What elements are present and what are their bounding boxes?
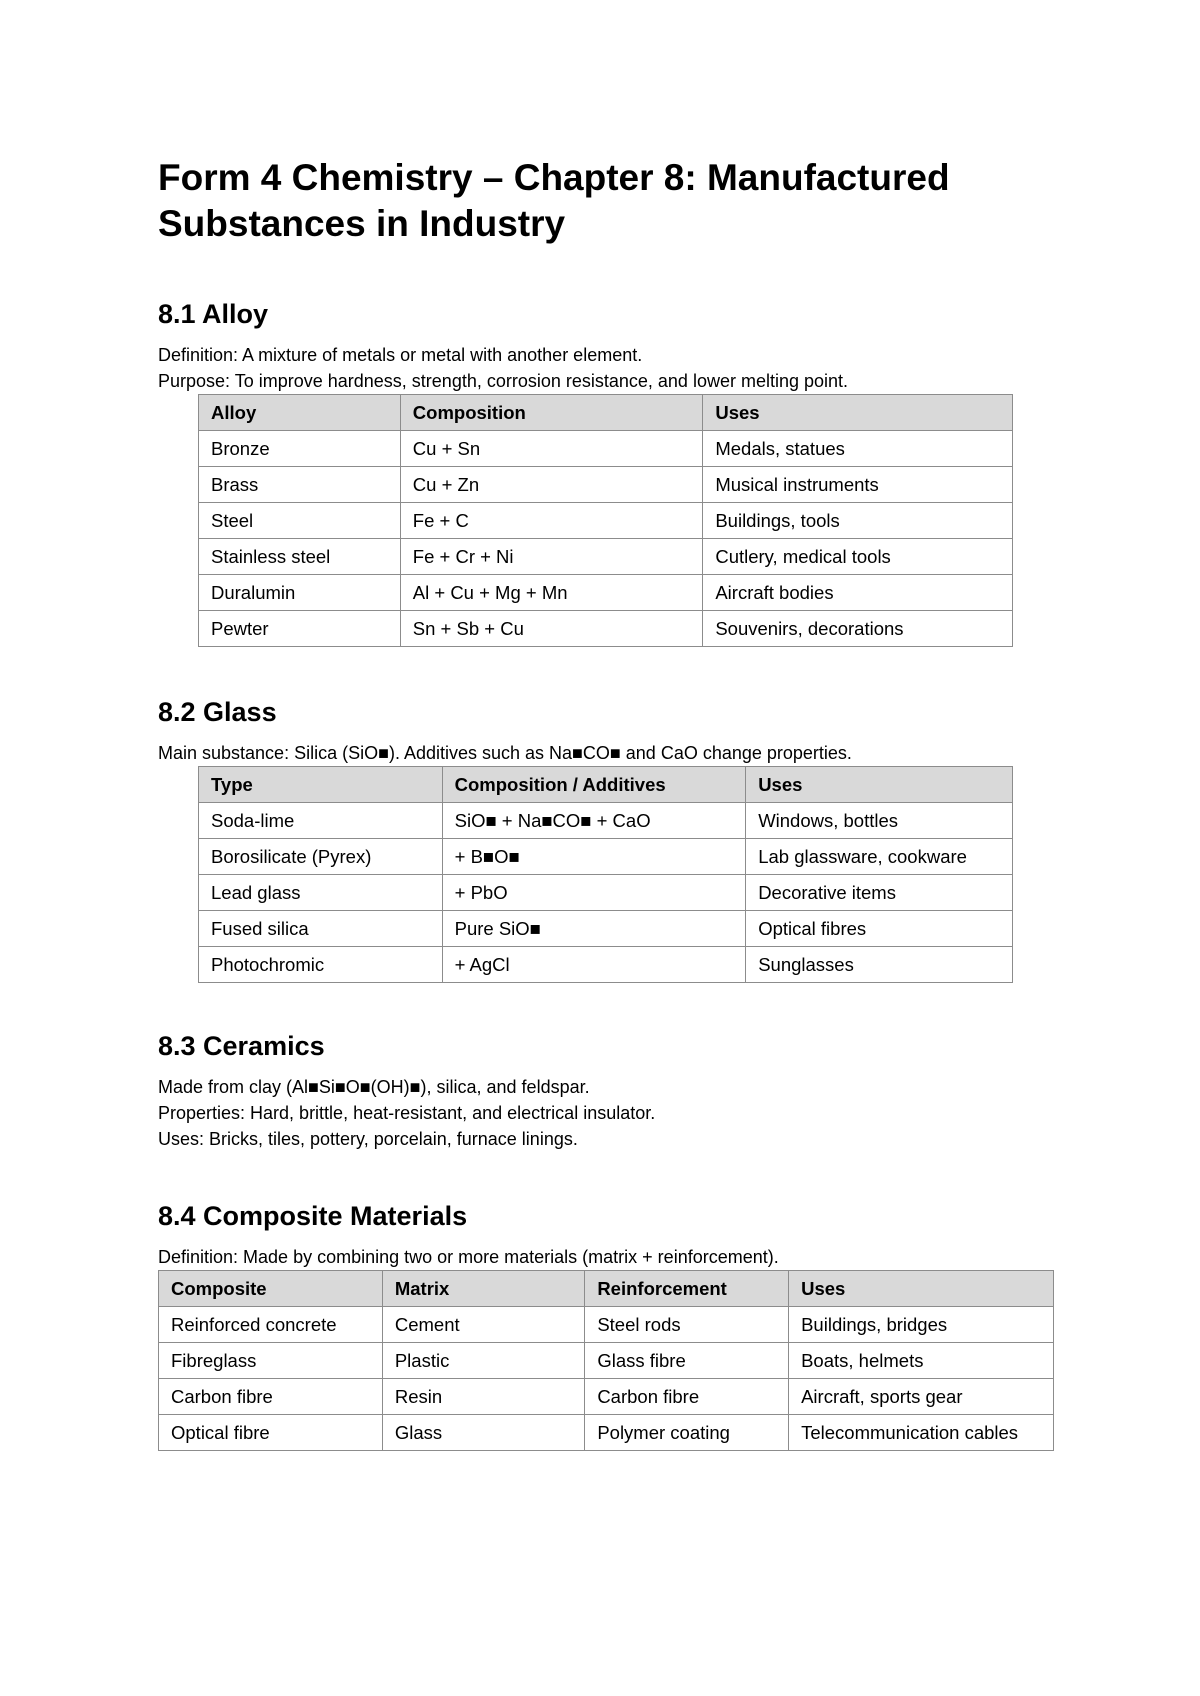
table-row: [159, 1307, 1054, 1343]
table-row: [199, 947, 1013, 983]
table-row: [199, 875, 1013, 911]
section-heading: 8.3 Ceramics: [158, 1031, 325, 1061]
uses-text: Uses: Bricks, tiles, pottery, porcelain, furnace linings.: [158, 1129, 578, 1149]
table-header-cell: Matrix: [382, 1271, 584, 1307]
table-cell: Glass fibre: [585, 1343, 789, 1379]
table-cell: Pure SiO■: [442, 911, 746, 947]
section-heading: 8.2 Glass: [158, 697, 277, 727]
table-cell: Reinforced concrete: [159, 1307, 383, 1343]
table-row: [159, 1379, 1054, 1415]
section-heading: 8.4 Composite Materials: [158, 1201, 468, 1231]
table-cell: Stainless steel: [199, 539, 401, 575]
table-cell: Telecommunication cables: [789, 1415, 1054, 1451]
table-cell: Fe + Cr + Ni: [400, 539, 703, 575]
main-substance-text: Main substance: Silica (SiO■). Additives such as Na■CO■ and CaO change properties.: [158, 743, 852, 763]
table-cell: Steel: [199, 503, 401, 539]
table-cell: Carbon fibre: [585, 1379, 789, 1415]
table-header-cell: Type: [199, 767, 443, 803]
table-cell: + PbO: [442, 875, 746, 911]
table-header-cell: Composite: [159, 1271, 383, 1307]
table-row: [199, 467, 1013, 503]
glass-table: [198, 766, 1013, 983]
page-title: Form 4 Chemistry – Chapter 8: Manufactured Substances in Industry: [158, 157, 950, 244]
table-cell: Aircraft bodies: [703, 575, 1013, 611]
table-header-cell: Uses: [789, 1271, 1054, 1307]
table-cell: Bronze: [199, 431, 401, 467]
table-row: [199, 611, 1013, 647]
table-header-cell: Composition: [400, 395, 703, 431]
table-cell: Fused silica: [199, 911, 443, 947]
table-cell: Cu + Zn: [400, 467, 703, 503]
table-cell: Al + Cu + Mg + Mn: [400, 575, 703, 611]
table-cell: Boats, helmets: [789, 1343, 1054, 1379]
section-ceramics: [158, 1030, 655, 1152]
table-row: [199, 503, 1013, 539]
definition-text: Definition: Made by combining two or more materials (matrix + reinforcement).: [158, 1247, 779, 1267]
table-header-row: [199, 767, 1013, 803]
table-cell: Sn + Sb + Cu: [400, 611, 703, 647]
table-cell: Sunglasses: [746, 947, 1013, 983]
table-row: [199, 911, 1013, 947]
table-header-cell: Alloy: [199, 395, 401, 431]
table-cell: Medals, statues: [703, 431, 1013, 467]
table-cell: Pewter: [199, 611, 401, 647]
table-header-cell: Uses: [703, 395, 1013, 431]
properties-text: Properties: Hard, brittle, heat-resistant, and electrical insulator.: [158, 1103, 656, 1123]
definition-text: Definition: A mixture of metals or metal with another element.: [158, 345, 643, 365]
table-cell: Carbon fibre: [159, 1379, 383, 1415]
table-cell: Cutlery, medical tools: [703, 539, 1013, 575]
section-heading: 8.1 Alloy: [158, 299, 269, 329]
alloy-table: [198, 394, 1013, 647]
table-cell: Buildings, bridges: [789, 1307, 1054, 1343]
table-row: [159, 1415, 1054, 1451]
table-cell: Resin: [382, 1379, 584, 1415]
table-cell: Photochromic: [199, 947, 443, 983]
table-row: [199, 539, 1013, 575]
purpose-text: Purpose: To improve hardness, strength, corrosion resistance, and lower melting point.: [158, 371, 849, 391]
table-cell: Optical fibres: [746, 911, 1013, 947]
table-cell: Fibreglass: [159, 1343, 383, 1379]
composite-table: [158, 1270, 1054, 1451]
table-cell: Buildings, tools: [703, 503, 1013, 539]
table-row: [159, 1343, 1054, 1379]
made-from-text: Made from clay (Al■Si■O■(OH)■), silica, and feldspar.: [158, 1077, 590, 1097]
table-cell: SiO■ + Na■CO■ + CaO: [442, 803, 746, 839]
table-header-row: [159, 1271, 1054, 1307]
table-row: [199, 431, 1013, 467]
table-row: [199, 839, 1013, 875]
table-cell: Lead glass: [199, 875, 443, 911]
document-page: [158, 155, 1058, 1443]
table-cell: Optical fibre: [159, 1415, 383, 1451]
table-cell: Soda-lime: [199, 803, 443, 839]
table-cell: Cement: [382, 1307, 584, 1343]
section-alloy: [158, 298, 1013, 647]
table-cell: Lab glassware, cookware: [746, 839, 1013, 875]
table-cell: Fe + C: [400, 503, 703, 539]
table-cell: Aircraft, sports gear: [789, 1379, 1054, 1415]
table-cell: + AgCl: [442, 947, 746, 983]
table-header-cell: Reinforcement: [585, 1271, 789, 1307]
table-cell: Musical instruments: [703, 467, 1013, 503]
table-row: [199, 803, 1013, 839]
table-cell: + B■O■: [442, 839, 746, 875]
section-glass: [158, 696, 1013, 983]
table-cell: Steel rods: [585, 1307, 789, 1343]
table-cell: Polymer coating: [585, 1415, 789, 1451]
table-cell: Borosilicate (Pyrex): [199, 839, 443, 875]
table-cell: Decorative items: [746, 875, 1013, 911]
table-header-cell: Uses: [746, 767, 1013, 803]
table-cell: Glass: [382, 1415, 584, 1451]
table-cell: Plastic: [382, 1343, 584, 1379]
table-header-row: [199, 395, 1013, 431]
table-header-cell: Composition / Additives: [442, 767, 746, 803]
table-cell: Souvenirs, decorations: [703, 611, 1013, 647]
table-cell: Brass: [199, 467, 401, 503]
table-cell: Windows, bottles: [746, 803, 1013, 839]
section-composite: [158, 1200, 1054, 1451]
table-row: [199, 575, 1013, 611]
table-cell: Cu + Sn: [400, 431, 703, 467]
table-cell: Duralumin: [199, 575, 401, 611]
